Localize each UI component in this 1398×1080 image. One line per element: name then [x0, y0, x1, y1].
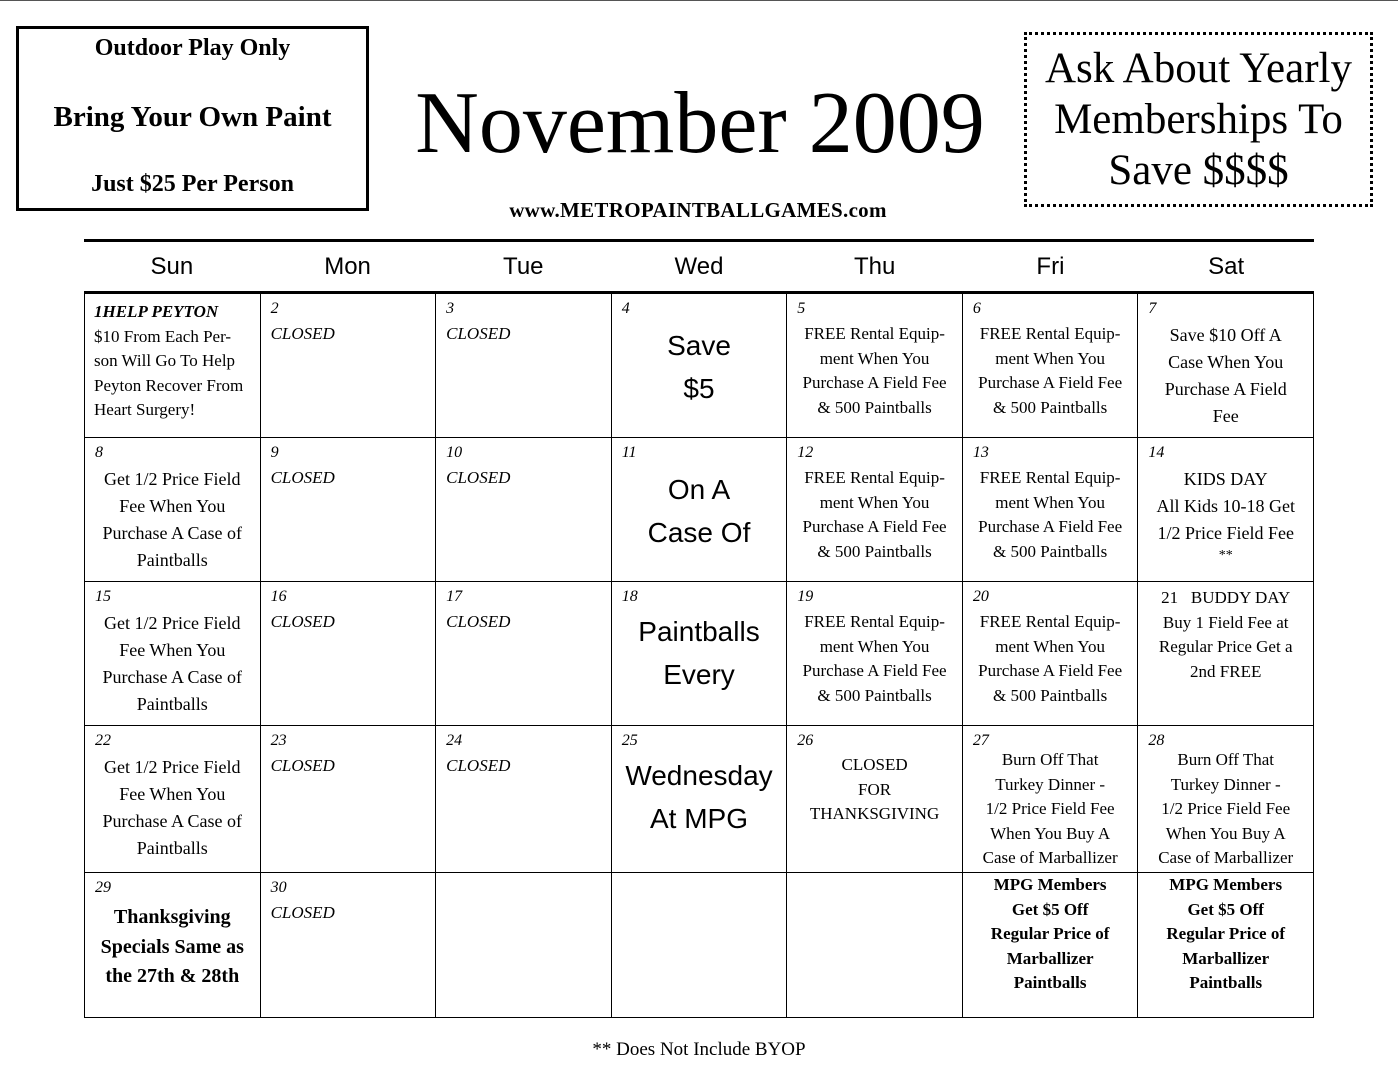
wed-banner-text: Wednesday — [625, 760, 773, 791]
day-cell-8 — [85, 438, 261, 582]
cell-text: & 500 Paintballs — [817, 397, 932, 417]
cell-text: Marballizer — [1182, 948, 1270, 968]
weekday-thu: Thu — [854, 252, 896, 280]
cell-text: 1/2 Price Field Fee — [1157, 523, 1294, 543]
wed-banner-text: Every — [663, 659, 735, 690]
cell-text: & 500 Paintballs — [992, 685, 1108, 705]
empty-cell — [612, 873, 788, 1018]
empty-cell — [787, 873, 963, 1018]
cell-text: ment When You — [995, 348, 1105, 368]
cell-text: FREE Rental Equip- — [979, 612, 1121, 631]
day-number: 20 — [972, 588, 989, 605]
day-number: 21 — [1161, 588, 1179, 607]
wed-banner-text: Case Of — [647, 517, 751, 548]
cell-text: Purchase A Case of — [102, 523, 243, 543]
day-number: 25 — [621, 732, 638, 749]
day-cell-12 — [787, 438, 963, 582]
day-cell-2 — [261, 294, 437, 438]
cell-text: Paintballs — [1189, 973, 1263, 992]
cell-text: Fee When You — [119, 640, 226, 660]
cell-text: Purchase A Field Fee — [978, 661, 1123, 680]
day-cell-5 — [787, 294, 963, 438]
cell-text: Get $5 Off — [1187, 899, 1264, 919]
day-number: 3 — [446, 300, 455, 317]
cell-text: Fee When You — [119, 784, 226, 804]
day-cell-28 — [1138, 726, 1314, 873]
cell-text: Purchase A Field Fee — [978, 517, 1123, 536]
day-cell-29 — [85, 873, 261, 1018]
cell-text: Paintballs — [1013, 973, 1087, 992]
page-title: November 2009 — [415, 75, 985, 172]
day-number: 15 — [95, 588, 111, 605]
day-number: 26 — [797, 732, 814, 749]
day-number: 16 — [270, 588, 287, 605]
day-cell-30 — [261, 873, 437, 1018]
cell-text: Regular Price Get a — [1158, 637, 1293, 656]
day-number: 10 — [446, 444, 463, 461]
cell-text: ment When You — [819, 348, 930, 368]
promo-right-line3: Save $$$$ — [1108, 147, 1289, 194]
cell-text: Fee — [1212, 406, 1239, 426]
day-number: 24 — [446, 732, 463, 749]
cell-text: Regular Price of — [1166, 924, 1286, 943]
wed-banner-text: Save — [667, 330, 731, 361]
kids-day-title: KIDS DAY — [1183, 469, 1268, 489]
promo-box-left — [16, 26, 369, 211]
promo-right-line1: Ask About Yearly — [1044, 45, 1352, 92]
day-number: 12 — [797, 444, 814, 461]
cell-text: ment When You — [995, 492, 1105, 512]
day-number: 2 — [270, 300, 279, 317]
cell-text: FOR — [858, 779, 892, 799]
day-cell-21 — [1138, 582, 1314, 726]
cell-text: Purchase A Case of — [102, 811, 243, 831]
cell-text: ment When You — [995, 636, 1105, 656]
cell-text: & 500 Paintballs — [992, 397, 1108, 417]
promo-box-right — [1024, 32, 1373, 207]
weekday-fri: Fri — [1036, 252, 1065, 280]
cell-text: Buy 1 Field Fee at — [1162, 612, 1289, 632]
cell-text: Regular Price of — [990, 924, 1110, 943]
wed-banner-text: Paintballs — [638, 616, 760, 647]
cell-text: MPG Members — [993, 875, 1107, 894]
cell-text: Thanksgiving — [113, 906, 231, 928]
day-number: 28 — [1148, 732, 1165, 749]
cell-text: FREE Rental Equip- — [804, 324, 945, 343]
cell-text: Turkey Dinner - — [995, 774, 1106, 794]
cell-text: Save $10 Off A — [1169, 325, 1282, 345]
cell-text: 1/2 Price Field Fee — [985, 799, 1115, 818]
cell-text: & 500 Paintballs — [992, 541, 1108, 561]
promo-byop: Bring Your Own Paint — [53, 101, 332, 133]
closed-label: CLOSED — [270, 612, 335, 631]
day-cell-1 — [85, 294, 261, 438]
cell-text: Purchase A Field — [1164, 379, 1287, 399]
cell-text: 2nd FREE — [1190, 661, 1262, 681]
cell-text: CLOSED — [841, 755, 908, 774]
day-cell-27 — [963, 726, 1139, 873]
closed-label: CLOSED — [446, 468, 511, 487]
day-cell-3 — [436, 294, 612, 438]
cell-text: Peyton Recover From — [94, 375, 244, 395]
day-cell-15 — [85, 582, 261, 726]
closed-label: CLOSED — [446, 756, 511, 775]
footnote: ** Does Not Include BYOP — [592, 1039, 806, 1060]
day-number: 27 — [972, 732, 989, 749]
cell-text: & 500 Paintballs — [817, 685, 932, 705]
cell-text: Purchase A Field Fee — [802, 517, 947, 536]
website-url: www.METROPAINTBALLGAMES.com — [509, 198, 887, 222]
cell-text: Purchase A Case of — [102, 667, 243, 687]
day-cell-20 — [963, 582, 1139, 726]
day-cell-16 — [261, 582, 437, 726]
day-cell-10 — [436, 438, 612, 582]
closed-label: CLOSED — [446, 324, 511, 343]
day-cell-17 — [436, 582, 612, 726]
cell-text: Fee When You — [119, 496, 226, 516]
cell-text: Get $5 Off — [1011, 899, 1089, 919]
cell-text: When You Buy A — [1165, 823, 1286, 843]
wed-banner-text: $5 — [683, 373, 715, 404]
day-cell-22 — [85, 726, 261, 873]
day-cell-13 — [963, 438, 1139, 582]
day-cell-24 — [436, 726, 612, 873]
weekday-tue: Tue — [503, 252, 544, 280]
day-number: 18 — [621, 588, 638, 605]
day-number: 7 — [1148, 300, 1157, 317]
cell-text: FREE Rental Equip- — [979, 324, 1121, 343]
closed-label: CLOSED — [270, 468, 335, 487]
cell-text: Turkey Dinner - — [1170, 774, 1281, 794]
closed-label: CLOSED — [270, 324, 335, 343]
cell-text: THANKSGIVING — [809, 804, 940, 823]
cell-text: Case of Marballizer — [1158, 848, 1294, 867]
day-number: 11 — [621, 444, 637, 461]
calendar-grid — [84, 294, 1314, 1018]
day-cell-7 — [1138, 294, 1314, 438]
cell-text: Case When You — [1168, 352, 1284, 372]
cell-text: Marballizer — [1006, 948, 1094, 968]
cell-text: $10 From Each Per- — [94, 326, 232, 346]
closed-label: CLOSED — [270, 903, 335, 922]
cell-text: & 500 Paintballs — [817, 541, 932, 561]
cell-text: Paintballs — [136, 550, 208, 570]
cell-text: Purchase A Field Fee — [978, 373, 1123, 392]
cell-text: Purchase A Field Fee — [802, 373, 947, 392]
day-cell-23 — [261, 726, 437, 873]
cell-text: Get 1/2 Price Field — [104, 469, 241, 489]
day-number: 30 — [270, 879, 287, 896]
cell-text: Paintballs — [136, 838, 208, 858]
top-rule — [0, 0, 1398, 1]
cell-text: 1/2 Price Field Fee — [1161, 799, 1291, 818]
cell-text: son Will Go To Help — [94, 351, 236, 370]
members-cell-sat — [1138, 873, 1314, 1018]
day-cell-9 — [261, 438, 437, 582]
day-cell-19 — [787, 582, 963, 726]
cell-text: ment When You — [819, 492, 930, 512]
day-number: 19 — [797, 588, 814, 605]
weekday-header — [84, 242, 1314, 291]
cell-text: Paintballs — [136, 694, 208, 714]
cell-text: FREE Rental Equip- — [979, 468, 1121, 487]
cell-text: the 27th & 28th — [105, 965, 240, 987]
day-number: 13 — [972, 444, 989, 461]
day-cell-25 — [612, 726, 788, 873]
weekday-mon: Mon — [324, 252, 371, 280]
closed-label: CLOSED — [270, 756, 335, 775]
wed-banner-text: At MPG — [649, 803, 748, 834]
cell-text: Burn Off That — [1001, 750, 1099, 769]
members-cell-fri — [963, 873, 1139, 1018]
cell-text: ment When You — [819, 636, 930, 656]
day-number: 5 — [797, 300, 806, 317]
promo-right-line2: Memberships To — [1054, 96, 1343, 143]
weekday-sat: Sat — [1208, 252, 1245, 280]
day-cell-6 — [963, 294, 1139, 438]
cell-text: When You Buy A — [990, 823, 1111, 843]
cell-text: Specials Same as — [100, 935, 244, 958]
day-cell-4 — [612, 294, 788, 438]
cell-text: MPG Members — [1169, 875, 1283, 894]
day-cell-26 — [787, 726, 963, 873]
help-peyton-title: HELP PEYTON — [102, 302, 219, 321]
day-number: 29 — [95, 879, 111, 896]
day-number: 8 — [95, 444, 103, 461]
day-number: 6 — [972, 300, 981, 317]
day-number: 23 — [270, 732, 287, 749]
closed-label: CLOSED — [446, 612, 511, 631]
weekday-sun: Sun — [150, 252, 194, 280]
day-number: 22 — [95, 732, 111, 749]
wed-banner-text: On A — [667, 474, 731, 505]
day-number: 17 — [446, 588, 463, 605]
day-number: 14 — [1148, 444, 1165, 461]
cell-text: FREE Rental Equip- — [804, 612, 945, 631]
cell-text: Get 1/2 Price Field — [104, 613, 241, 633]
promo-price: Just $25 Per Person — [91, 171, 294, 197]
buddy-day-title: BUDDY DAY — [1190, 588, 1291, 607]
day-number: 9 — [270, 444, 279, 461]
cell-text: All Kids 10-18 Get — [1156, 496, 1295, 516]
day-number: 4 — [621, 300, 630, 317]
cell-text: Burn Off That — [1177, 750, 1275, 769]
day-cell-18 — [612, 582, 788, 726]
cell-text: Heart Surgery! — [94, 400, 196, 419]
promo-outdoor: Outdoor Play Only — [94, 35, 291, 61]
day-cell-14 — [1138, 438, 1314, 582]
weekday-wed: Wed — [674, 252, 724, 280]
footnote-marker: ** — [1218, 548, 1233, 563]
day-number: 1 — [94, 302, 103, 321]
cell-text: Get 1/2 Price Field — [104, 757, 241, 777]
cell-text: Case of Marballizer — [982, 848, 1118, 867]
cell-text: FREE Rental Equip- — [804, 468, 945, 487]
day-cell-11 — [612, 438, 788, 582]
cell-text: Purchase A Field Fee — [802, 661, 947, 680]
empty-cell — [436, 873, 612, 1018]
